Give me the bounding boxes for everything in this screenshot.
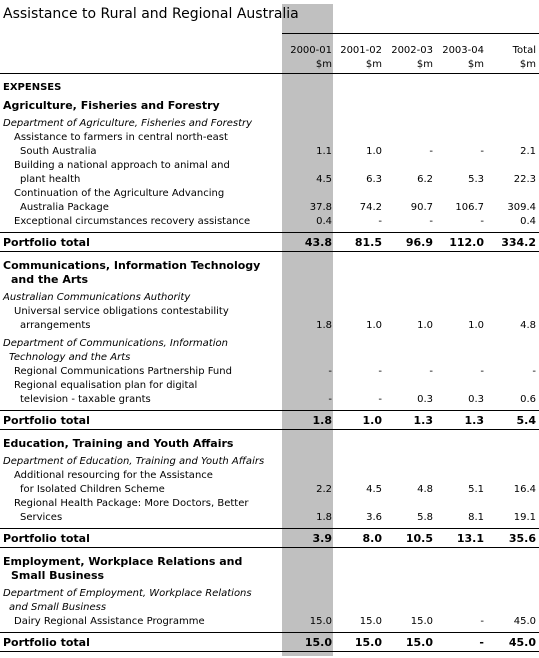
department-heading: Technology and the Arts [9, 352, 131, 363]
value-cell: 1.8 [316, 320, 332, 331]
value-cell: 334.2 [501, 236, 536, 249]
col-header-unit: $m [416, 59, 433, 70]
value-cell: 15.0 [304, 636, 332, 649]
table-row [0, 117, 539, 131]
col-header-unit: $m [467, 59, 484, 70]
value-cell: 2.1 [520, 146, 536, 157]
value-cell: - [378, 394, 382, 405]
value-cell: 1.1 [316, 146, 332, 157]
table-row [0, 131, 539, 145]
item-label: Additional resourcing for the Assistance [14, 470, 213, 481]
value-cell: 112.0 [449, 236, 484, 249]
table-row [0, 455, 539, 469]
value-cell: 15.0 [405, 636, 433, 649]
value-cell: 1.8 [316, 512, 332, 523]
item-label: Dairy Regional Assistance Programme [14, 616, 205, 627]
value-cell: 4.5 [316, 174, 332, 185]
value-cell: 1.8 [312, 414, 332, 427]
value-cell: - [328, 366, 332, 377]
department-heading: Department of Employment, Workplace Relations [3, 588, 252, 599]
total-rule [0, 232, 539, 233]
department-heading: and Small Business [9, 602, 107, 613]
value-cell: - [532, 366, 536, 377]
department-heading: Department of Agriculture, Fisheries and Forestry [3, 118, 253, 129]
portfolio-total-row [0, 414, 539, 428]
value-cell: 2.2 [316, 484, 332, 495]
portfolio-heading: Education, Training and Youth Affairs [3, 437, 234, 450]
item-label: Exceptional circumstances recovery assistance [14, 216, 251, 227]
value-cell: 37.8 [309, 202, 332, 213]
table-row [0, 469, 539, 483]
total-rule [0, 547, 539, 548]
value-cell: - [429, 146, 433, 157]
value-cell: 96.9 [405, 236, 433, 249]
total-rule [0, 410, 539, 411]
portfolio-total-row [0, 236, 539, 250]
total-rule [0, 651, 539, 652]
table-row [0, 555, 539, 569]
table-title: Assistance to Rural and Regional Australia [3, 6, 299, 22]
table-row [0, 483, 539, 497]
table-row [0, 99, 539, 113]
item-label: Services [20, 512, 63, 523]
table-row [0, 173, 539, 187]
value-cell: 10.5 [405, 532, 433, 545]
table-row [0, 215, 539, 229]
table-row [0, 511, 539, 525]
table-row [0, 201, 539, 215]
table-row [0, 273, 539, 287]
item-label: television - taxable grants [20, 394, 151, 405]
table-row [0, 365, 539, 379]
table-row [0, 81, 539, 95]
table-row [0, 351, 539, 365]
table-row [0, 615, 539, 629]
value-cell: 35.6 [508, 532, 536, 545]
portfolio-heading: Agriculture, Fisheries and Forestry [3, 99, 220, 112]
value-cell: 1.0 [366, 146, 382, 157]
value-cell: 4.8 [520, 320, 536, 331]
total-rule [0, 528, 539, 529]
department-heading: Department of Education, Training and Youth Affairs [3, 456, 265, 467]
value-cell: 106.7 [455, 202, 484, 213]
table-row [0, 393, 539, 407]
value-cell: 4.5 [366, 484, 382, 495]
total-label: Portfolio total [3, 636, 90, 649]
item-label: Building a national approach to animal and [14, 160, 230, 171]
table-row [0, 291, 539, 305]
value-cell: 0.4 [520, 216, 536, 227]
value-cell: 5.4 [516, 414, 536, 427]
value-cell: 6.3 [366, 174, 382, 185]
value-cell: - [429, 216, 433, 227]
total-label: Portfolio total [3, 236, 90, 249]
value-cell: - [480, 616, 484, 627]
total-rule [0, 632, 539, 633]
value-cell: 0.3 [468, 394, 484, 405]
value-cell: 16.4 [513, 484, 536, 495]
value-cell: - [480, 146, 484, 157]
header-bottom-rule [0, 73, 539, 74]
value-cell: 19.1 [513, 512, 536, 523]
value-cell: - [479, 636, 484, 649]
value-cell: 1.0 [362, 414, 382, 427]
table-row [0, 159, 539, 173]
value-cell: 5.1 [468, 484, 484, 495]
value-cell: 90.7 [410, 202, 433, 213]
value-cell: 0.4 [316, 216, 332, 227]
portfolio-heading: Small Business [11, 569, 105, 582]
value-cell: - [480, 216, 484, 227]
value-cell: - [480, 366, 484, 377]
table-row [0, 497, 539, 511]
item-label: South Australia [20, 146, 97, 157]
column-unit-row [0, 58, 539, 72]
value-cell: 5.8 [417, 512, 433, 523]
value-cell: 0.3 [417, 394, 433, 405]
value-cell: 15.0 [309, 616, 332, 627]
table-row [0, 305, 539, 319]
table-row [0, 259, 539, 273]
portfolio-heading: and the Arts [11, 273, 89, 286]
table-row [0, 601, 539, 615]
portfolio-heading: Communications, Information Technology [3, 259, 261, 272]
value-cell: 15.0 [354, 636, 382, 649]
col-header-year: Total [512, 45, 536, 56]
value-cell: 45.0 [513, 616, 536, 627]
portfolio-heading: Employment, Workplace Relations and [3, 555, 243, 568]
value-cell: - [429, 366, 433, 377]
value-cell: 8.1 [468, 512, 484, 523]
value-cell: 6.2 [417, 174, 433, 185]
item-label: Regional equalisation plan for digital [14, 380, 198, 391]
value-cell: - [378, 366, 382, 377]
item-label: arrangements [20, 320, 91, 331]
item-label: Assistance to farmers in central north-east [14, 132, 228, 143]
table-row [0, 379, 539, 393]
value-cell: 45.0 [508, 636, 536, 649]
item-label: Australia Package [20, 202, 109, 213]
table-row [0, 145, 539, 159]
value-cell: 1.0 [366, 320, 382, 331]
col-header-year: 2003-04 [442, 45, 484, 56]
table-row [0, 337, 539, 351]
value-cell: 43.8 [304, 236, 332, 249]
value-cell: 3.6 [366, 512, 382, 523]
table-row [0, 587, 539, 601]
item-label: plant health [20, 174, 81, 185]
table-row [0, 437, 539, 451]
value-cell: 1.0 [417, 320, 433, 331]
value-cell: 8.0 [362, 532, 382, 545]
value-cell: 81.5 [354, 236, 382, 249]
value-cell: 15.0 [410, 616, 433, 627]
value-cell: - [378, 216, 382, 227]
table-row [0, 569, 539, 583]
col-header-unit: $m [519, 59, 536, 70]
portfolio-total-row [0, 532, 539, 546]
value-cell: 0.6 [520, 394, 536, 405]
col-header-year: 2001-02 [340, 45, 382, 56]
item-label: for Isolated Children Scheme [20, 484, 165, 495]
col-header-year: 2000-01 [290, 45, 332, 56]
value-cell: 1.0 [468, 320, 484, 331]
value-cell: 13.1 [456, 532, 484, 545]
section-heading: EXPENSES [3, 82, 62, 93]
department-heading: Australian Communications Authority [3, 292, 191, 303]
value-cell: 15.0 [359, 616, 382, 627]
value-cell: 1.3 [464, 414, 484, 427]
value-cell: 309.4 [507, 202, 536, 213]
header-top-rule [282, 33, 539, 34]
value-cell: 3.9 [312, 532, 332, 545]
value-cell: 5.3 [468, 174, 484, 185]
table-row [0, 319, 539, 333]
value-cell: 1.3 [413, 414, 433, 427]
col-header-unit: $m [365, 59, 382, 70]
total-rule [0, 429, 539, 430]
col-header-year: 2002-03 [391, 45, 433, 56]
column-year-row [0, 44, 539, 58]
value-cell: - [328, 394, 332, 405]
value-cell: 74.2 [359, 202, 382, 213]
total-label: Portfolio total [3, 532, 90, 545]
item-label: Continuation of the Agriculture Advancing [14, 188, 225, 199]
col-header-unit: $m [315, 59, 332, 70]
item-label: Regional Health Package: More Doctors, Better [14, 498, 249, 509]
department-heading: Department of Communications, Information [3, 338, 228, 349]
portfolio-total-row [0, 636, 539, 650]
value-cell: 4.8 [417, 484, 433, 495]
value-cell: 22.3 [513, 174, 536, 185]
total-rule [0, 251, 539, 252]
item-label: Universal service obligations contestability [14, 306, 229, 317]
table-row [0, 187, 539, 201]
item-label: Regional Communications Partnership Fund [14, 366, 232, 377]
total-label: Portfolio total [3, 414, 90, 427]
